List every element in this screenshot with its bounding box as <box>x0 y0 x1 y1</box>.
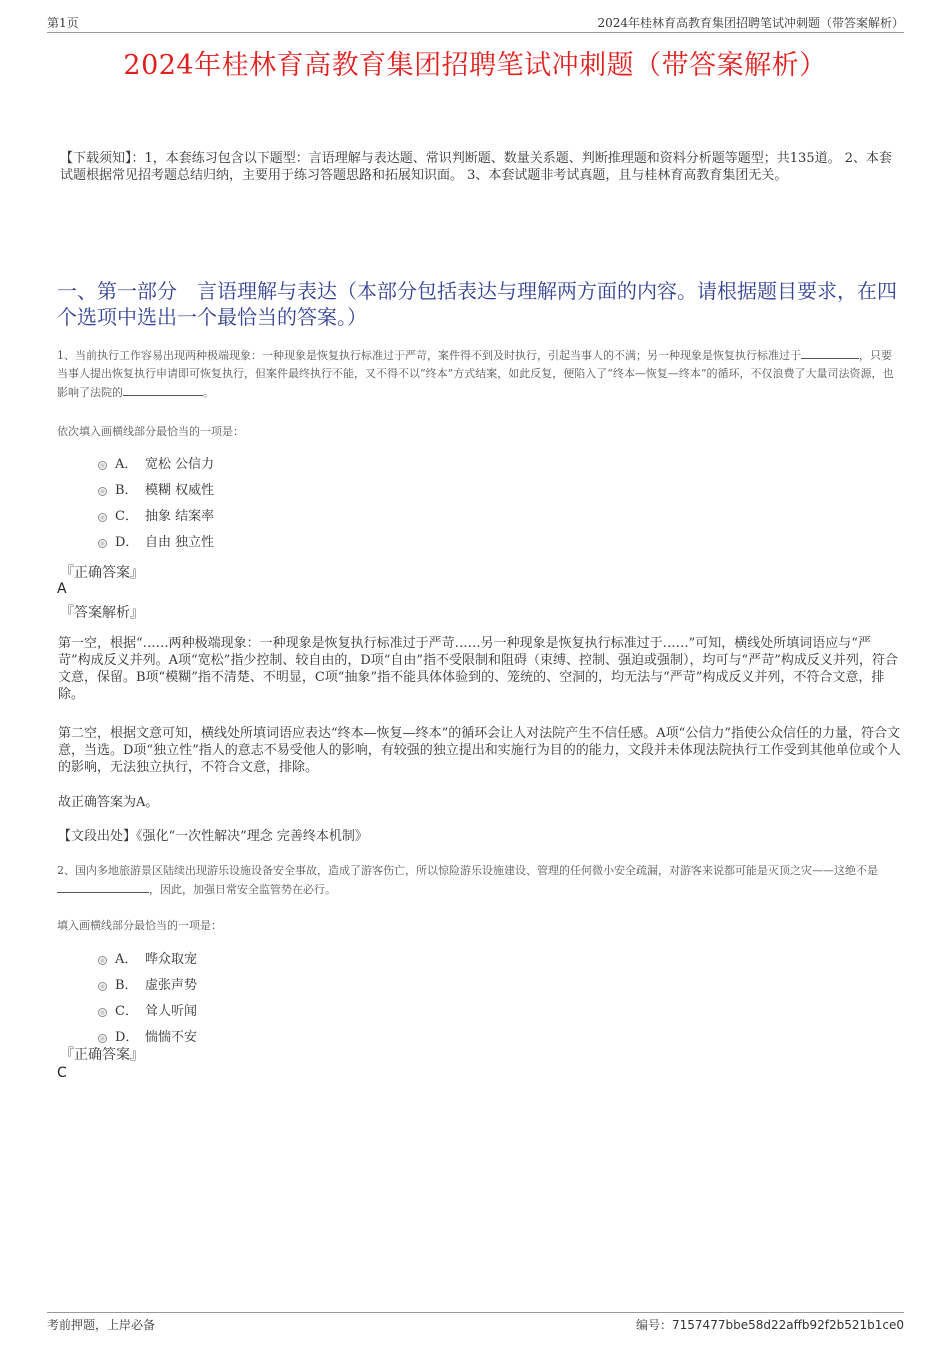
option-text: 哗众取宠 <box>145 952 198 967</box>
radio-icon[interactable] <box>98 487 107 496</box>
analysis-label: 『答案解析』 <box>60 605 144 621</box>
analysis-paragraph: 第二空，根据文意可知，横线处所填词语应表达“终本—恢复—终本”的循环会让人对法院产生不信任感。A项“公信力”指使公众信任的力量，符合文意，当选。D项“独立性”指人的意志不易受他人的影响，有较强的独立提出和实施行为目的的能力，文段并未体现法院执行工作受到其他单位或个人的影响，无法独立执行，不符合文意，排除。 <box>58 726 901 775</box>
answer-label: 『正确答案』 <box>60 565 144 581</box>
source-citation: 【文段出处】《强化“一次性解决”理念 完善终本机制》 <box>58 829 368 844</box>
question-1-option-a[interactable] <box>98 456 214 474</box>
footer-divider <box>47 1312 904 1313</box>
radio-icon[interactable] <box>98 513 107 522</box>
answer-label: 『正确答案』 <box>60 1047 144 1063</box>
radio-icon[interactable] <box>98 1034 107 1043</box>
footer-code-value: 7157477bbe58d22affb92f2b521b1ce0 <box>672 1318 904 1332</box>
question-1-text <box>57 346 902 402</box>
analysis-paragraph: 第一空，根据“……两种极端现象：一种现象是恢复执行标准过于严苛……另一种现象是恢复执行标准过于……”可知，横线处所填词语应与“严苛”构成反义并列。A项“宽松”指少控制、较自由的，D项“自由”指不受限制和阻碍（束缚、控制、强迫或强制），均可与“严苛”构成反义并列，符合文意，保留。B项“模糊”指不清楚、不明显，C项“抽象”指不能具体体验到的、笼统的、空洞的，均无法与“严苛”构成反义并列，不符合文意，排除。 <box>58 636 898 702</box>
question-1-text-part: 1、当前执行工作容易出现两种极端现象：一种现象是恢复执行标准过于严苛，案件得不到及时执行，引起当事人的不满；另一种现象是恢复执行标准过于 <box>57 349 801 362</box>
question-1-text-part: 。 <box>203 386 214 399</box>
footer-code-label: 编号： <box>636 1318 673 1332</box>
question-1-text-part: ，只要当事人提出恢复执行申请即可恢复执行，但案件最终执行不能，又不得不以“终本”方式结案，如此反复，便陷入了“终本—恢复—终本”的循环，不仅浪费了大量司法资源，也影响了法院的 <box>57 349 894 399</box>
footer-code <box>636 1316 904 1333</box>
option-text: 模糊 权威性 <box>145 483 215 498</box>
option-letter: D． <box>115 535 139 550</box>
blank-line <box>801 346 859 359</box>
option-text: 宽松 公信力 <box>145 457 215 472</box>
option-letter: B． <box>115 483 138 498</box>
option-text: 惴惴不安 <box>145 1030 198 1045</box>
radio-icon[interactable] <box>98 956 107 965</box>
question-2-option-b[interactable] <box>98 977 197 995</box>
option-letter: A． <box>115 457 138 472</box>
question-2-option-a[interactable] <box>98 951 197 969</box>
option-letter: B． <box>115 978 138 993</box>
option-letter: C． <box>115 509 138 524</box>
option-text: 自由 独立性 <box>145 535 215 550</box>
option-text: 抽象 结案率 <box>145 509 215 524</box>
header-divider <box>47 32 904 33</box>
document-title: 2024年桂林育高教育集团招聘笔试冲刺题（带答案解析） <box>123 50 827 81</box>
page-number: 第1页 <box>47 16 79 30</box>
question-2-option-c[interactable] <box>98 1003 197 1021</box>
option-letter: A． <box>115 952 138 967</box>
question-1-prompt: 依次填入画横线部分最恰当的一项是： <box>57 425 244 438</box>
section-title: 一、第一部分 言语理解与表达（本部分包括表达与理解两方面的内容。请根据题目要求，在四个选项中选出一个最恰当的答案。） <box>57 279 897 329</box>
option-text: 耸人听闻 <box>145 1004 198 1019</box>
radio-icon[interactable] <box>98 1008 107 1017</box>
question-1-option-c[interactable] <box>98 508 214 526</box>
option-letter: C． <box>115 1004 138 1019</box>
option-letter: D． <box>115 1030 139 1045</box>
analysis-conclusion: 故正确答案为A。 <box>58 795 159 810</box>
answer-value: A <box>57 581 67 597</box>
question-2-text-part: ，因此，加强日常安全监管势在必行。 <box>149 883 336 896</box>
question-1-option-b[interactable] <box>98 482 214 500</box>
blank-line <box>123 383 203 396</box>
question-1-option-d[interactable] <box>98 534 214 552</box>
radio-icon[interactable] <box>98 982 107 991</box>
download-notice: 【下载须知】：1，本套练习包含以下题型：言语理解与表达题、常识判断题、数量关系题、判断推理题和资料分析题等题型；共135道。 2、本套试题根据常见招考题总结归纳，主要用于练习答题思路和拓展知识面。 3、本套试题非考试真题，且与桂林育高教育集团无关。 <box>60 151 892 183</box>
option-text: 虚张声势 <box>145 978 198 993</box>
answer-value: C <box>57 1065 67 1081</box>
question-2-text-part: 2、国内多地旅游景区陆续出现游乐设施设备安全事故，造成了游客伤亡，所以惊险游乐设施建设、管理的任何微小安全疏漏，对游客来说都可能是灭顶之灾——这绝不是 <box>57 864 878 877</box>
question-2-prompt: 填入画横线部分最恰当的一项是： <box>57 919 222 932</box>
question-2-text <box>57 862 902 899</box>
footer-slogan: 考前押题，上岸必备 <box>47 1318 156 1332</box>
blank-line <box>57 880 149 893</box>
radio-icon[interactable] <box>98 539 107 548</box>
header-doc-title: 2024年桂林育高教育集团招聘笔试冲刺题（带答案解析） <box>597 16 904 30</box>
radio-icon[interactable] <box>98 461 107 470</box>
